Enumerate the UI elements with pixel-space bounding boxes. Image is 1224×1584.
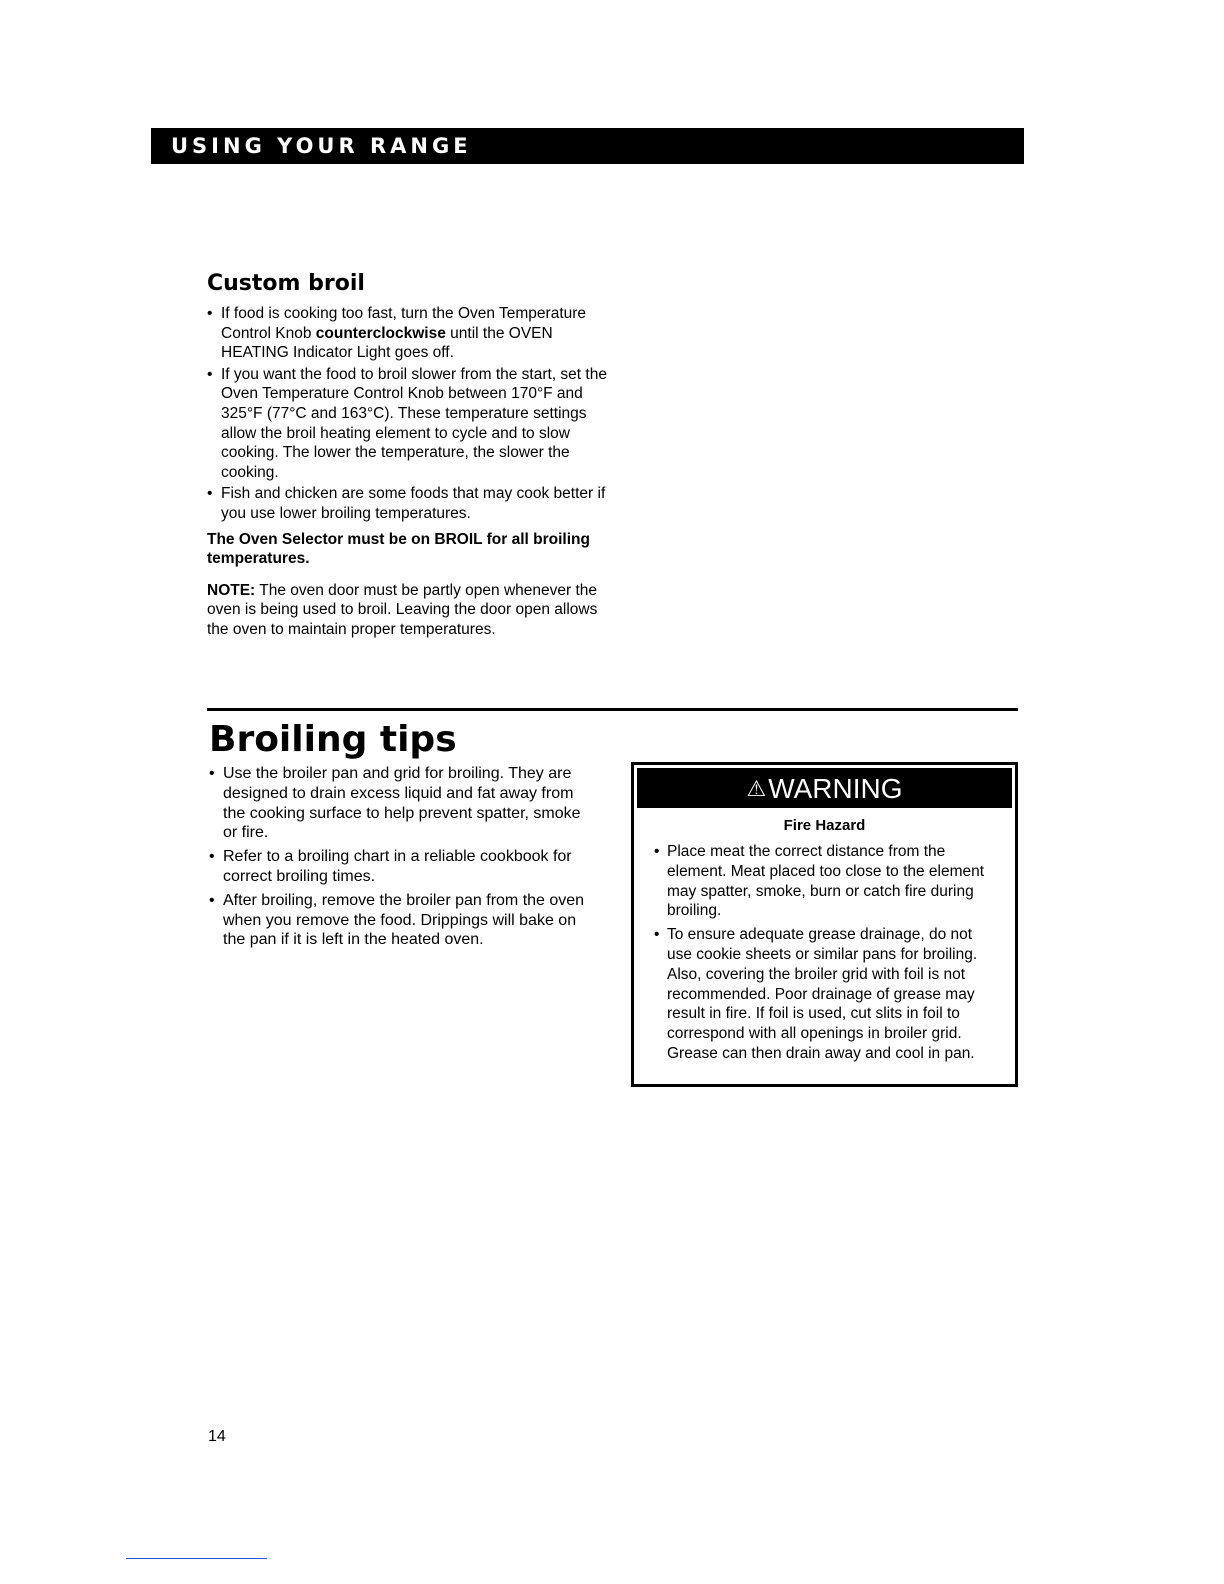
custom-broil-section <box>207 270 607 640</box>
emphasis-text: counterclockwise <box>315 324 446 342</box>
list-item: • Refer to a broiling chart in a reliable cookbook for correct broiling times. <box>209 847 599 887</box>
list-item-text: If food is cooking too fast, turn the Oven Temperature Control Knob <box>221 305 587 342</box>
custom-broil-list <box>207 304 607 524</box>
note-text: The oven door must be partly open whenever the oven is being used to broil. Leaving the door open allows the oven to maintain proper temperatures. <box>207 581 598 638</box>
warning-title: WARNING <box>768 773 903 804</box>
warning-triangle-icon: ⚠ <box>746 776 767 801</box>
fire-hazard-subtitle: Fire Hazard <box>783 817 866 834</box>
custom-broil-heading: Custom broil <box>207 271 365 296</box>
list-item: • Use the broiler pan and grid for broiling. They are designed to drain excess liquid and fat away from the cooking surface to help prevent spatter, smoke or fire. <box>209 764 599 843</box>
list-item: • Place meat the correct distance from the element. Meat placed too close to the element may spatter, smoke, burn or catch fire during broiling. <box>654 842 999 921</box>
section-header-bar <box>151 128 1024 164</box>
list-item: • Fish and chicken are some foods that may cook better if you use lower broiling temperatures. <box>207 484 607 523</box>
broiling-tips-heading: Broiling tips <box>209 719 457 760</box>
door-note <box>207 581 607 640</box>
footer-rule <box>126 1558 267 1559</box>
oven-selector-note: The Oven Selector must be on BROIL for all broiling temperatures. <box>207 530 590 568</box>
warning-box <box>631 762 1018 1087</box>
warning-header <box>637 768 1012 808</box>
section-header-title: USING YOUR RANGE <box>171 134 472 158</box>
page-number: 14 <box>208 1428 226 1445</box>
list-item <box>207 304 607 363</box>
broiling-tips-list <box>209 764 599 950</box>
section-divider <box>207 708 1018 711</box>
list-item: • After broiling, remove the broiler pan from the oven when you remove the food. Drippings will bake on the pan if it is left in the heated oven. <box>209 891 599 950</box>
warning-list <box>654 842 999 1064</box>
list-item-text: until the OVEN HEATING Indicator Light goes off. <box>221 324 553 362</box>
broiling-tips-section <box>209 764 599 954</box>
note-label: NOTE: <box>207 581 256 599</box>
list-item: • To ensure adequate grease drainage, do not use cookie sheets or similar pans for broiling. Also, covering the broiler grid with foil is not recommended. Poor drainage of grease may result in fire. If foil is used, cut slits in foil to correspond with all openings in broiler grid. Grease can then drain away and cool in pan. <box>654 925 999 1064</box>
list-item: • If you want the food to broil slower from the start, set the Oven Temperature Control Knob between 170°F and 325°F (77°C and 163°C). These temperature settings allow the broil heating element to cycle and to slow cooking. The lower the temperature, the slower the cooking. <box>207 365 607 483</box>
